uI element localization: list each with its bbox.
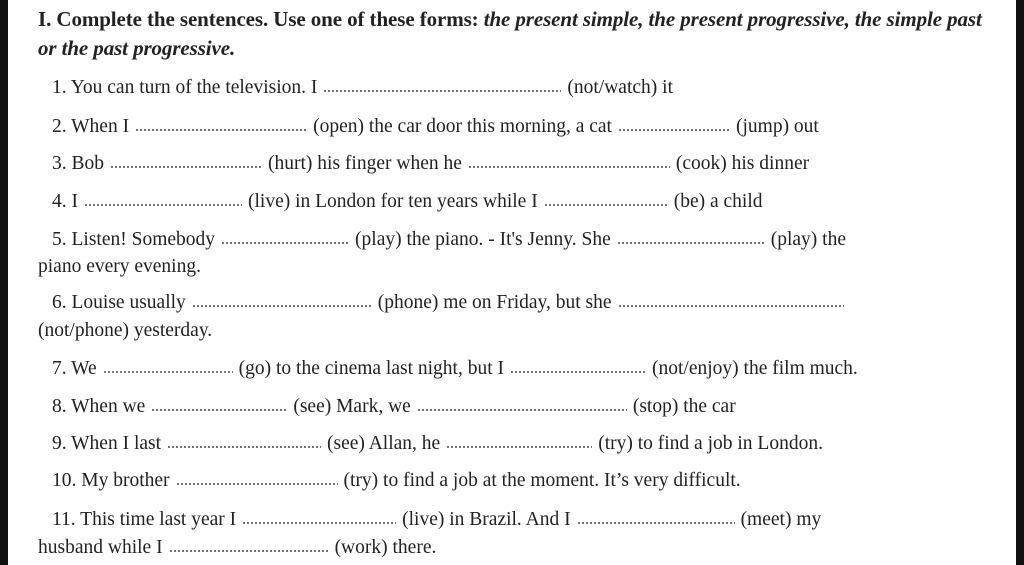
sentence-6-text-1: 6. Louise usually <box>52 292 186 313</box>
answer-blank[interactable] <box>577 522 735 524</box>
sentence-2-text-3: (jump) out <box>735 116 819 137</box>
sentence-9 <box>52 433 823 455</box>
sentence-5-continued <box>38 256 201 278</box>
sentence-1 <box>52 77 673 99</box>
sentence-4 <box>52 191 763 213</box>
sentence-2 <box>52 116 819 138</box>
sentence-11-continued <box>38 537 436 559</box>
heading-forms: the present simple, the present progressive, the simple past or the past progressive. <box>38 7 982 60</box>
sentence-11-text-4: husband while I <box>38 537 163 558</box>
sentence-8-text-1: 8. When we <box>52 396 146 417</box>
sentence-7-text-2: (go) to the cinema last night, but I <box>238 358 505 379</box>
answer-blank[interactable] <box>544 204 668 206</box>
answer-blank[interactable] <box>176 483 338 485</box>
heading-instruction: I. Complete the sentences. Use one of these forms: <box>38 7 484 31</box>
sentence-6-text-4: (not/phone) yesterday. <box>38 320 213 341</box>
sentence-5-text-4: piano every evening. <box>38 256 201 277</box>
sentence-10-text-2: (try) to find a job at the moment. It’s very difficult. <box>343 470 741 491</box>
sentence-3-text-2: (hurt) his finger when he <box>268 153 462 174</box>
answer-blank[interactable] <box>618 129 730 131</box>
answer-blank[interactable] <box>446 446 592 448</box>
answer-blank[interactable] <box>618 305 844 307</box>
sentence-6 <box>52 292 850 314</box>
sentence-5-text-2: (play) the piano. - It's Jenny. She <box>355 229 611 250</box>
answer-blank[interactable] <box>167 446 321 448</box>
sentence-11 <box>52 509 821 531</box>
answer-blank[interactable] <box>84 204 242 206</box>
sentence-7-text-3: (not/enjoy) the film much. <box>652 358 858 379</box>
answer-blank[interactable] <box>169 550 329 552</box>
sentence-10 <box>52 470 741 492</box>
sentence-2-text-2: (open) the car door this morning, a cat <box>313 116 612 137</box>
sentence-11-text-2: (live) in Brazil. And I <box>402 509 571 530</box>
sentence-10-text-1: 10. My brother <box>52 470 170 491</box>
sentence-3-text-1: 3. Bob <box>52 153 105 174</box>
answer-blank[interactable] <box>151 409 287 411</box>
sentence-2-text-1: 2. When I <box>52 116 130 137</box>
sentence-11-text-5: (work) there. <box>334 537 437 558</box>
sentence-4-text-1: 4. I <box>52 191 78 212</box>
answer-blank[interactable] <box>242 522 396 524</box>
sentence-11-text-3: (meet) my <box>740 509 822 530</box>
exercise-heading <box>38 5 998 63</box>
sentence-4-text-3: (be) a child <box>673 191 763 212</box>
sentence-4-text-2: (live) in London for ten years while I <box>248 191 538 212</box>
answer-blank[interactable] <box>617 242 765 244</box>
answer-blank[interactable] <box>103 371 233 373</box>
sentence-9-text-2: (see) Allan, he <box>327 433 441 454</box>
sentence-7 <box>52 358 858 380</box>
answer-blank[interactable] <box>417 409 627 411</box>
answer-blank[interactable] <box>323 90 561 92</box>
sentence-6-continued <box>38 320 212 342</box>
answer-blank[interactable] <box>192 305 372 307</box>
sentence-5-text-1: 5. Listen! Somebody <box>52 229 216 250</box>
sentence-5 <box>52 229 846 251</box>
sentence-9-text-3: (try) to find a job in London. <box>598 433 823 454</box>
answer-blank[interactable] <box>221 242 349 244</box>
sentence-7-text-1: 7. We <box>52 358 97 379</box>
sentence-3 <box>52 153 809 175</box>
sentence-8-text-2: (see) Mark, we <box>293 396 411 417</box>
answer-blank[interactable] <box>135 129 307 131</box>
sentence-8-text-3: (stop) the car <box>632 396 736 417</box>
sentence-6-text-2: (phone) me on Friday, but she <box>377 292 612 313</box>
sentence-3-text-3: (cook) his dinner <box>675 153 810 174</box>
answer-blank[interactable] <box>468 166 670 168</box>
sentence-8 <box>52 396 736 418</box>
sentence-5-text-3: (play) the <box>770 229 846 250</box>
answer-blank[interactable] <box>110 166 262 168</box>
answer-blank[interactable] <box>510 371 646 373</box>
sentence-1-text-2: (not/watch) it <box>567 77 673 98</box>
sentence-1-text-1: 1. You can turn of the television. I <box>52 77 318 98</box>
sentence-9-text-1: 9. When I last <box>52 433 162 454</box>
sentence-11-text-1: 11. This time last year I <box>52 509 237 530</box>
